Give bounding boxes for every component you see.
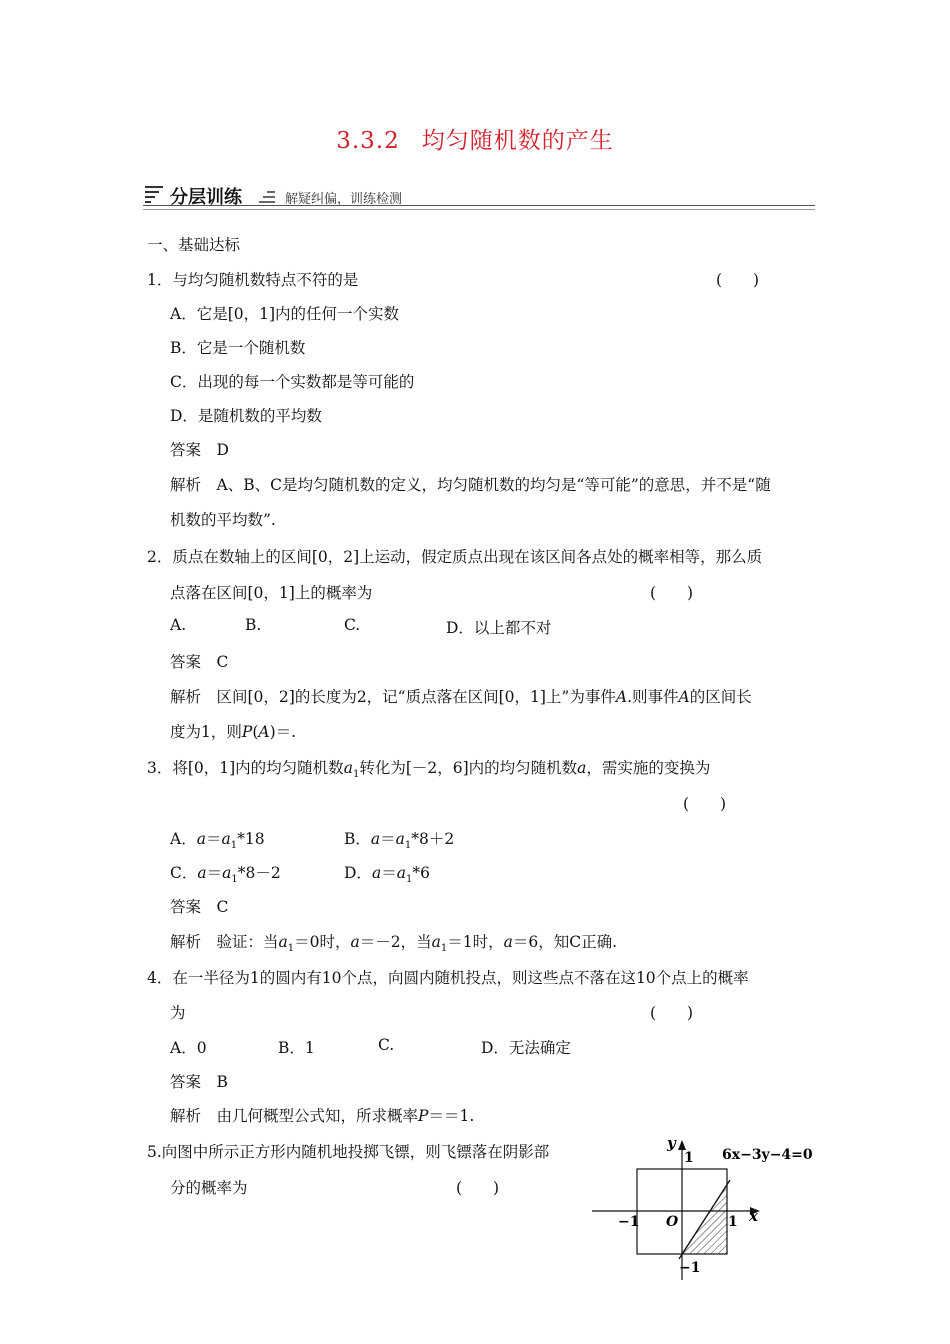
q5-answer-blank: ( ) xyxy=(456,1179,500,1197)
q4-option-b: B．1 xyxy=(278,1039,315,1057)
header-label: 分层训练 xyxy=(170,187,242,208)
tick-top: 1 xyxy=(684,1150,694,1166)
q4-analysis: 解析 由几何概型公式知，所求概率P＝＝1. xyxy=(170,1107,475,1125)
q4-stem-line1: 4．在一半径为1的圆内有10个点，向圆内随机投点，则这些点不落在这10个点上的概率 xyxy=(147,969,749,987)
q3-option-c: C．$a=a_1*8-2$ xyxy=(170,864,281,886)
q2-answer-blank: ( ) xyxy=(650,584,694,602)
origin-label: O xyxy=(666,1214,679,1230)
section-heading: 一、基础达标 xyxy=(147,236,241,254)
q3-answer: 答案 C xyxy=(170,898,229,916)
q1-option-d: D．是随机数的平均数 xyxy=(170,407,322,425)
q4-answer-blank: ( ) xyxy=(650,1004,694,1022)
q2-answer: 答案 C xyxy=(170,653,229,671)
q3-option-b: B．$a=a_1*8+2$ xyxy=(344,830,455,852)
q1-stem: 1．与均匀随机数特点不符的是 xyxy=(147,271,359,289)
line-equation: 6x−3y−4=0 xyxy=(722,1147,813,1163)
q5-figure xyxy=(592,1132,822,1282)
q1-answer-blank: ( ) xyxy=(716,271,760,289)
q2-analysis-line2: 度为1，则P(A)＝. xyxy=(170,723,297,741)
q5-stem-line1: 5.向图中所示正方形内随机地投掷飞镖，则飞镖落在阴影部 xyxy=(147,1143,550,1161)
q4-stem-line2: 为 xyxy=(170,1004,186,1022)
page-title xyxy=(0,122,950,155)
q4-option-d: D．无法确定 xyxy=(481,1039,571,1057)
tick-bottom: −1 xyxy=(679,1260,701,1276)
tick-right: 1 xyxy=(728,1214,738,1230)
q2-stem-line1: 2．质点在数轴上的区间[0，2]上运动，假定质点出现在该区间各点处的概率相等，那么质 xyxy=(147,548,763,566)
y-axis-arrow xyxy=(678,1140,686,1150)
q2-analysis-line1: 解析 区间[0，2]的长度为2，记“质点落在区间[0，1]上”为事件A.则事件A的区间长 xyxy=(170,688,752,706)
q1-analysis-line1: 解析 A、B、C是均匀随机数的定义，均匀随机数的均匀是“等可能”的意思，并不是“随 xyxy=(170,476,771,494)
y-axis-label: y xyxy=(667,1134,676,1152)
header-divider xyxy=(143,205,815,206)
q4-option-c: C. xyxy=(378,1036,395,1054)
q3-option-a: A．$a=a_1*18$ xyxy=(170,830,265,852)
q3-analysis: 解析 验证：当$a_1=0$时，a＝－2，当$a_1=1$时，a＝6，知C正确. xyxy=(170,933,618,955)
q4-option-a: A．0 xyxy=(170,1039,207,1057)
q4-answer: 答案 B xyxy=(170,1073,228,1091)
q1-analysis-line2: 机数的平均数”. xyxy=(170,511,276,529)
q2-stem-line2: 点落在区间[0，1]上的概率为 xyxy=(170,584,373,602)
q3-option-d: D．$a=a_1*6$ xyxy=(344,864,430,886)
q2-option-a: A. xyxy=(170,616,187,634)
q3-stem: 3．将[0，1]内的均匀随机数$a_1$转化为[－2，6]内的均匀随机数a，需实施的变换为 xyxy=(147,759,711,781)
q3-answer-blank: ( ) xyxy=(683,795,727,813)
tick-left: −1 xyxy=(618,1214,640,1230)
q5-stem-line2: 分的概率为 xyxy=(170,1179,248,1197)
header-subtitle: 解疑纠偏，训练检测 xyxy=(285,192,403,207)
title-text: 均匀随机数的产生 xyxy=(421,128,614,154)
section-number: 3.3.2 xyxy=(336,128,400,154)
q1-answer: 答案 D xyxy=(170,441,229,459)
q1-option-b: B．它是一个随机数 xyxy=(170,339,306,357)
q2-option-b: B. xyxy=(245,616,262,634)
q1-option-c: C．出现的每一个实数都是等可能的 xyxy=(170,373,415,391)
x-axis-label: x xyxy=(749,1207,758,1225)
q2-option-d: D．以上都不对 xyxy=(446,619,552,637)
q1-option-a: A．它是[0，1]内的任何一个实数 xyxy=(170,305,400,323)
q2-option-c: C. xyxy=(344,616,361,634)
header-divider-thin xyxy=(143,209,815,210)
